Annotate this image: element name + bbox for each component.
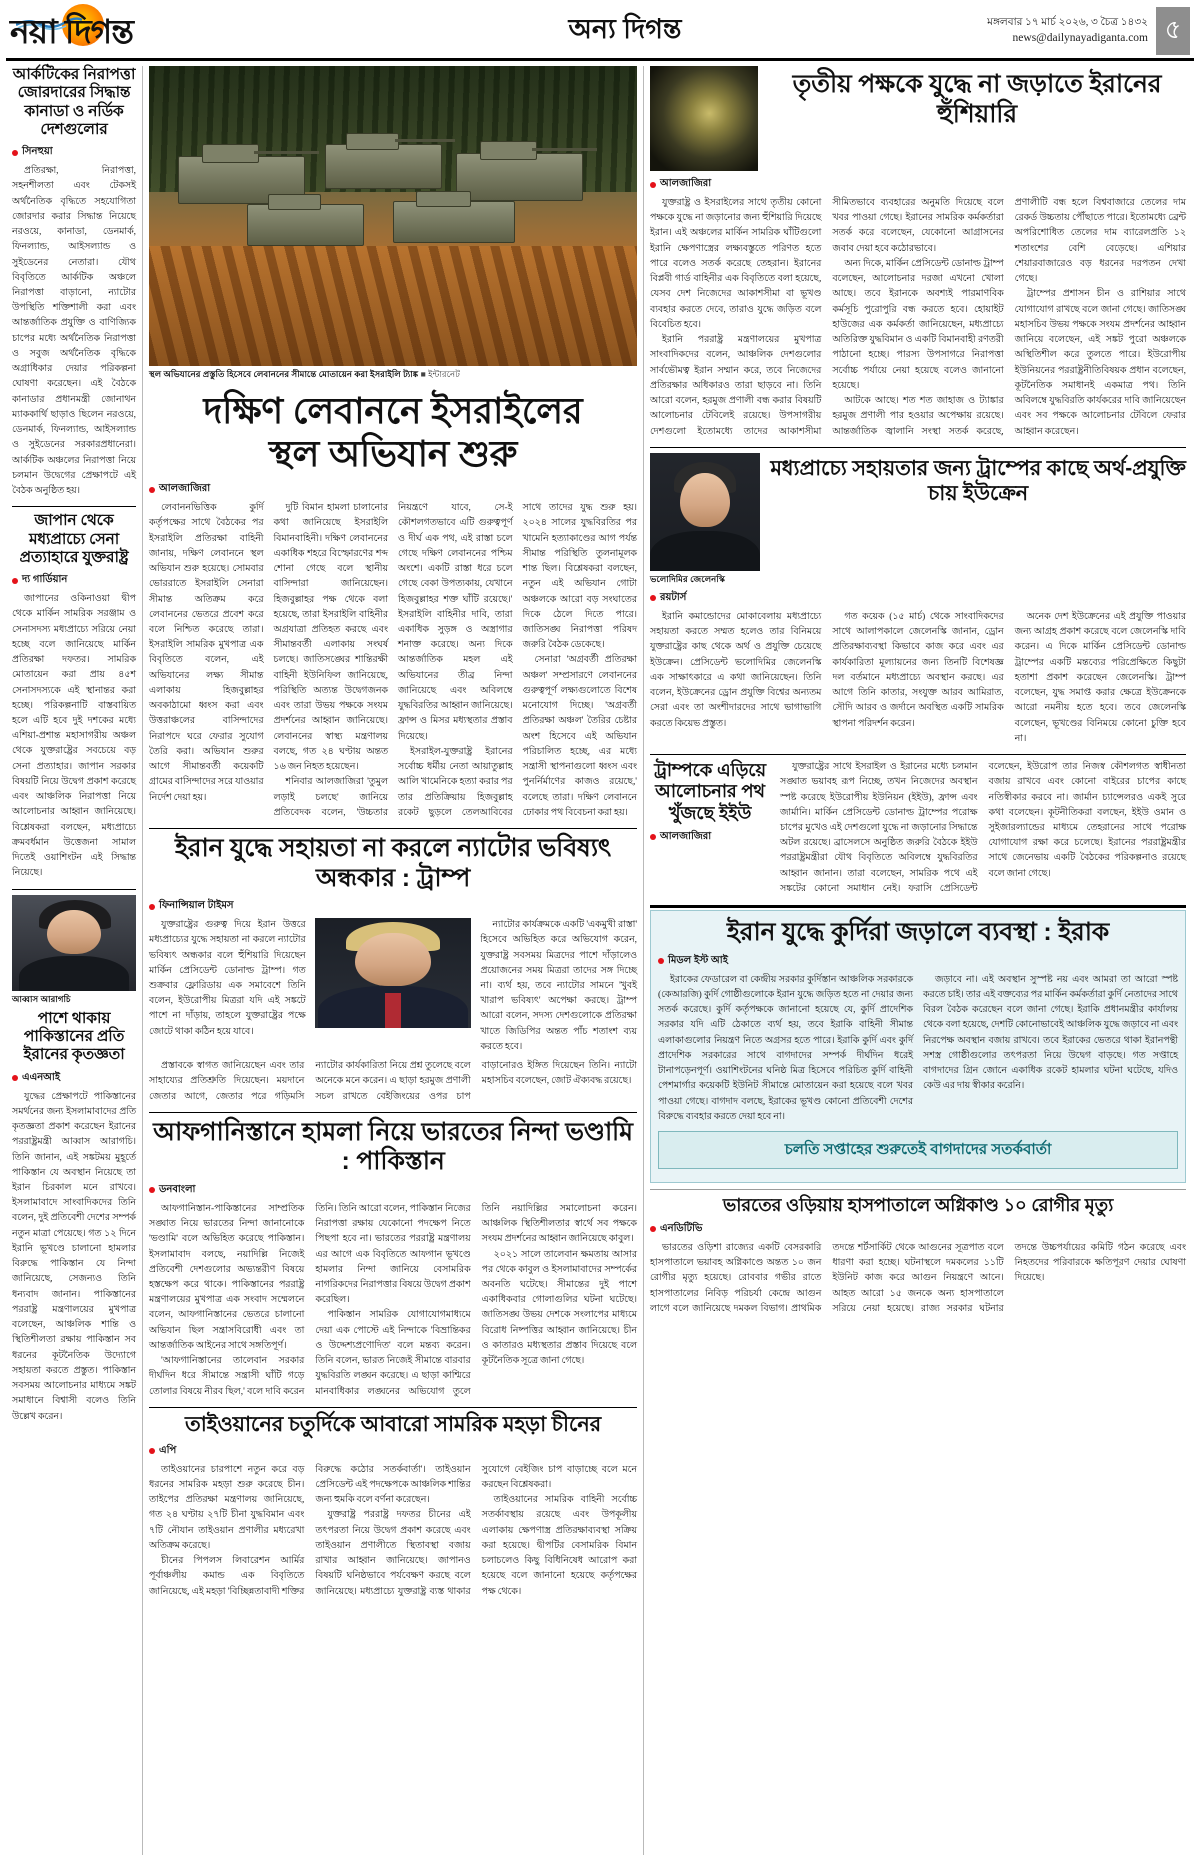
column-right [644, 66, 1192, 1855]
tank-shape [456, 153, 583, 201]
odisha-byline-text: এনডিটিভি [660, 1222, 703, 1234]
iraq-body-right [923, 973, 1178, 1095]
logo-text: নয়া দিগন্ত [10, 12, 134, 50]
ukraine-paragraph-1: ইরানি কমান্ডোদের মোকাবেলায় মধ্যপ্রাচ্যে সহায়তা করতে সম্মত হলেও তার বিনিময়ে যুক্তরাষ্ট্রের কাছ থেকে অর্থ ও প্রযুক্তি চেয়েছে ইউক্রেন। প্রেসিডেন্ট ভলোদিমির জেলেনস্কি এক সাক্ষাৎকারে এ কথা জানিয়েছেন। তিনি বলেন, ইউক্রেনের ড্রোন প্রযুক্তি বিশ্বের অন্যতম সেরা এবং তা অংশীদারদের সাথে ভাগাভাগি করতে কিয়েভ প্রস্তুত। [650, 611, 822, 729]
ukraine-body [650, 610, 1186, 747]
iran-warning-body [650, 196, 1186, 440]
face-shape [47, 910, 102, 954]
column-left [6, 66, 142, 1855]
masthead [0, 0, 1200, 56]
bullet-icon [12, 1075, 18, 1081]
lebanon-headline-line2: স্থল অভিযান শুরু [268, 432, 518, 474]
iran-warning-paragraph-5: ট্রাম্পের প্রশাসন চীন ও রাশিয়ার সাথে যোগাযোগ রাখছে বলে জানা গেছে। জাতিসঙ্ঘ মহাসচিব উভয় পক্ষকে সংযম প্রদর্শনের আহ্বান জানিয়ে বলেছেন, এই সঙ্কট পুরো অঞ্চলকে অস্থিতিশীল করে তুলতে পারে। ইউরোপীয় ইউনিয়নের পররাষ্ট্রনীতিবিষয়ক প্রধান বলেছেন, কূটনৈতিক সমাধানই একমাত্র পথ। তিনি অবিলম্বে যুদ্ধবিরতি কার্যকরের দাবি জানিয়েছেন এবং সব পক্ষকে আলোচনার টেবিলে ফেরার আহ্বান করেছেন। [1014, 289, 1186, 437]
trump-photo [315, 918, 472, 1028]
pakistan-paragraph-3: পাকিস্তান সামরিক যোগাযোগমাধ্যমে দেয়া এক পোস্টে এই নিন্দাকে 'বিভ্রান্তিকর ও উদ্দেশ্যপ্রণোদিত' বলে মন্তব্য করেন। তিনি বলেন, ভারত নিজেই সীমান্তে বারবার যুদ্ধবিরতি লঙ্ঘন করেছে। এ ছাড়া কাশ্মিরে মানবাধিকার লঙ্ঘনের অভিযোগ তুলে তিনি নয়াদিল্লির সমালোচনা করেন। আঞ্চলিক স্থিতিশীলতার স্বার্থে সব পক্ষকে সংযম প্রদর্শনের আহ্বান জানিয়েছে কাবুল। [315, 1203, 637, 1397]
column-center [143, 66, 643, 1855]
divider [149, 1407, 637, 1408]
iran-warning-paragraph-2: ইরানি পররাষ্ট্র মন্ত্রণালয়ের মুখপাত্র সাংবাদিকদের বলেন, আঞ্চলিক দেশগুলোর সার্বভৌমত্ব ইরান সম্মান করে, তবে নিজেদের প্রতিরক্ষার অধিকারও তারা ছাড়বে না। তিনি আরো বলেন, হরমুজ প্রণালী বন্ধ করার বিষয়টি আলোচনার টেবিলেই রয়েছে। উপসাগরীয় দেশগুলো ইতোমধ্যে তাদের আকাশসীমা সীমিতভাবে ব্যবহারের অনুমতি দিয়েছে বলে খবর পাওয়া গেছে। ইরানের সামরিক কর্মকর্তারা সতর্ক করে বলেছেন, যেকোনো আগ্রাসনের জবাব দেয়া হবে কঠোরভাবে। [650, 198, 1004, 437]
eu-body [780, 760, 1186, 897]
divider [650, 754, 1186, 755]
lebanon-caption-text: স্থল অভিযানের প্রস্তুতি হিসেবে লেবাননের সীমান্তে মোতায়েন করা ইসরাইলি ট্যাঙ্ক [149, 369, 419, 379]
iraq-pullquote-box [658, 1131, 1178, 1169]
tank-turret [416, 191, 471, 207]
araghchi-caption: আব্বাস আরাগচি [12, 993, 71, 1004]
lebanon-paragraph-3: শনিবার আলজাজিরা 'তুমুল লড়াই চলছে' জানিয়ে প্রতিবেদক বলেন, 'উচ্চতার নিয়ন্ত্রণে যাবে, সে-ই কৌশলগতভাবে এটি গুরুত্বপূর্ণ ও দীর্ঘ এক পথ, এই রাস্তা চলে গেছে দক্ষিণ লেবাননের পশ্চিম অংশে। একটি রাস্তা ধরে চলে গেছে বেকা উপত্যকায়, যেখানে হিজবুল্লাহর শক্ত ঘাঁটি রয়েছে।' ইসরাইলি বাহিনীর দাবি, তারা একাধিক সুড়ঙ্গ ও অস্ত্রাগার শনাক্ত করেছে। অন্য দিকে আন্তর্জাতিক মহল এই অভিযানের তীব্র নিন্দা জানিয়েছে এবং অবিলম্বে যুদ্ধবিরতির আহ্বান জানিয়েছে। ফ্রান্স ও মিসর মধ্যস্থতার প্রস্তাব দিয়েছে। [273, 503, 513, 818]
lebanon-caption [149, 366, 637, 380]
ukraine-headline: মধ্যপ্রাচ্যে সহায়তার জন্য ট্রাম্পের কাছে অর্থ-প্রযুক্তি চায় ইউক্রেন [770, 456, 1186, 505]
taiwan-byline-text: এপি [159, 1444, 177, 1456]
ukraine-byline [650, 590, 1186, 607]
ukraine-paragraph-3: অনেক দেশ ইউক্রেনের এই প্রযুক্তি পাওয়ার জন্য আগ্রহ প্রকাশ করেছে বলে জেলেনস্কি দাবি করেন। এ দিকে মার্কিন প্রেসিডেন্ট ডোনাল্ড ট্রাম্পের একটি মন্তব্যের পরিপ্রেক্ষিতে কিছুটা হতাশা প্রকাশ করেছেন জেলেনস্কি। ট্রাম্প বলেছেন, যুদ্ধ সমাপ্ত করার ক্ষেত্রে ইউক্রেনকে আরো নমনীয় হতে হবে। তবে জেলেনস্কি বলেছেন, ভূখণ্ডের বিনিময়ে কোনো চুক্তি হবে না। [1014, 611, 1186, 744]
tank-turret [346, 133, 399, 150]
taiwan-headline: তাইওয়ানের চতুর্দিকে আবারো সামরিক মহড়া চীনের [185, 1412, 601, 1436]
pakistan-paragraph-4: ২০২১ সালে তালেবান ক্ষমতায় আসার পর থেকে কাবুল ও ইসলামাবাদের সম্পর্কের অবনতি ঘটেছে। সীমান্তের দুই পাশে একাধিকবার গোলাগুলির ঘটনা ঘটেছে। জাতিসঙ্ঘ উভয় দেশকে সংলাপের মাধ্যমে বিরোধ নিষ্পত্তির আহ্বান জানিয়েছে। চীন ও কাতারও মধ্যস্থতার প্রস্তাব দিয়েছে বলে কূটনৈতিক সূত্রে জানা গেছে। [481, 1249, 637, 1367]
section-title-wrap [310, 9, 940, 54]
article-lebanon [149, 66, 637, 821]
iraq-body-left [658, 973, 913, 1125]
bullet-icon [658, 958, 664, 964]
bullet-icon [650, 834, 656, 840]
taiwan-paragraph-3: যুক্তরাষ্ট্র পররাষ্ট্র দফতর চীনের এই তৎপরতা নিয়ে উদ্বেগ প্রকাশ করেছে এবং তাইওয়ান প্রণালীতে স্থিতাবস্থা বজায় রাখার আহ্বান জানিয়েছে। জাপানও বিষয়টি ঘনিষ্ঠভাবে পর্যবেক্ষণ করছে বলে জানিয়েছে। মধ্যপ্রাচ্যে যুক্তরাষ্ট্র ব্যস্ত থাকার সুযোগে বেইজিং চাপ বাড়াচ্ছে বলে মনে করছেন বিশ্লেষকরা। [315, 1464, 637, 1597]
pakistan-byline-text: ডনবাংলা [159, 1183, 196, 1195]
araghchi-body [12, 1090, 136, 1425]
nato-body-left [149, 918, 306, 1040]
divider [12, 889, 136, 890]
bullet-icon [650, 182, 656, 188]
taiwan-paragraph-2: চীনের পিপলস লিবারেশন আর্মির পূর্বাঞ্চলীয় কমান্ড এক বিবৃতিতে জানিয়েছে, এই মহড়া 'বিচ্ছিন্নতাবাদী শক্তির বিরুদ্ধে কঠোর সতর্কবার্তা'। তাইওয়ান প্রেসিডেন্ট এই পদক্ষেপকে আঞ্চলিক শান্তির জন্য হুমকি বলে বর্ণনা করেছেন। [149, 1464, 471, 1597]
tank-shape [393, 201, 515, 243]
pakistan-byline [149, 1182, 637, 1199]
iraq-headline: ইরান যুদ্ধে কুর্দিরা জড়ালে ব্যবস্থা : ইরাক [726, 918, 1110, 947]
face-shape [680, 473, 731, 527]
article-arctic [12, 66, 136, 499]
nato-headline: ইরান যুদ্ধে সহায়তা না করলে ন্যাটোর ভবিষ্যৎ অন্ধকার : ট্রাম্প [174, 834, 612, 892]
divider-heavy [650, 905, 1186, 908]
bullet-icon [149, 487, 155, 493]
iraq-paragraph-1: ইরাকের ফেডারেল বা কেন্দ্রীয় সরকার কুর্দিস্তান আঞ্চলিক সরকারকে (কেআরজি) কুর্দি গোষ্ঠীগুলোকে ইরান যুদ্ধে জড়িত হতে না দেয়ার জন্য সতর্ক করেছে। কুর্দি কর্তৃপক্ষকে জানানো হয়েছে যে, কুর্দি প্রাদেশিক সরকার যদি এটি ঠেকাতে ব্যর্থ হয়, তবে ইরাকি বাহিনী সীমান্ত এলাকাগুলোর নিয়ন্ত্রণ নিতে অগ্রসর হতে পারে। ইরাকি কুর্দি এবং কুর্দি প্রাদেশিক সরকারের সাথে বাগদাদের সম্পর্ক দীর্ঘদিন ধরেই টানাপড়েনপূর্ণ। ওয়াশিংটনের ঘনিষ্ঠ মিত্র হিসেবে পরিচিত কুর্দি বাহিনী পেশমার্গার কয়েকটি ইউনিট সীমান্তে মোতায়েন করা হয়েছে বলে খবর পাওয়া গেছে। বাগদাদ বলছে, ইরাকের ভূখণ্ড কোনো প্রতিবেশী দেশের বিরুদ্ধে ব্যবহার করতে দেয়া হবে না। [658, 974, 913, 1122]
iran-warning-paragraph-3: অন্য দিকে, মার্কিন প্রেসিডেন্ট ডোনাল্ড ট্রাম্প বলেছেন, আলোচনার দরজা এখনো খোলা আছে। তবে ইরানকে অবশ্যই পারমাণবিক কর্মসূচি পুরোপুরি বন্ধ করতে হবে। হোয়াইট হাউজের এক কর্মকর্তা জানিয়েছেন, মধ্যপ্রাচ্যে অতিরিক্ত যুদ্ধবিমান ও একটি বিমানবাহী রণতরী পাঠানো হচ্ছে। পারস্য উপসাগরে নিরাপত্তা সর্বোচ্চ পর্যায়ে নেয়া হয়েছে বলেও জানানো হয়েছে। [832, 258, 1004, 391]
article-pakistan [149, 1118, 637, 1400]
tank-shape [247, 204, 364, 246]
article-iran-warning [650, 66, 1186, 440]
divider [149, 828, 637, 829]
arctic-byline-text: সিনহুয়া [22, 146, 53, 158]
article-ukraine [650, 453, 1186, 747]
eu-paragraph-1: যুক্তরাষ্ট্রের সাথে ইসরাইল ও ইরানের মধ্যে চলমান সঙ্ঘাত ভয়াবহ রূপ নিচ্ছে, তখন নিজেদের অবস্থান স্পষ্ট করেছে ইউরোপীয় ইউনিয়ন (ইইউ), ফ্রান্স এবং জার্মানি। মার্কিন প্রেসিডেন্ট ডোনাল্ড ট্রাম্পের পরোক্ষ চাপের মুখেও এই দেশগুলো যুদ্ধে না জড়ানোর সিদ্ধান্তে অটল রয়েছে। ব্রাসেলসে অনুষ্ঠিত জরুরি বৈঠকে ইইউ পররাষ্ট্রমন্ত্রীরা যৌথ বিবৃতিতে অবিলম্বে যুদ্ধবিরতির আহ্বান জানান। তারা বলেছেন, সামরিক পথে এই সঙ্কটের কোনো সমাধান নেই। ফরাসি প্রেসিডেন্ট বলেছেন, ইউরোপ তার নিজস্ব কৌশলগত স্বাধীনতা বজায় রাখবে এবং কোনো বাইরের চাপের কাছে নতিস্বীকার করবে না। জার্মান চ্যান্সেলরও একই সুরে কথা বলেছেন। কূটনীতিকরা বলছেন, ইইউ ওমান ও সুইজারল্যান্ডের মাধ্যমে তেহরানের সাথে পরোক্ষ যোগাযোগ রক্ষা করে চলেছে। ইরানের পররাষ্ট্রমন্ত্রীর সাথে জেনেভায় একটি বৈঠকের পরিকল্পনাও রয়েছে বলে জানা গেছে। [780, 762, 1186, 894]
tank-barrel [395, 139, 455, 142]
tank-barrel [254, 151, 319, 154]
tank-turret [480, 141, 537, 159]
article-eu [650, 760, 1186, 897]
japan-byline-text: দ্য গার্ডিয়ান [22, 574, 68, 586]
lebanon-paragraph-1: লেবাননভিত্তিক কুর্দি কর্তৃপক্ষের সাথে বৈঠকের পর ইসরাইলি প্রতিরক্ষা বাহিনী জানায়, দক্ষিণ লেবাননে স্থল অভিযান শুরু হয়েছে। সোমবার ভোররাতে ইসরাইলি সেনারা সীমান্ত অতিক্রম করে লেবাননের ভেতরে প্রবেশ করে বলে নিশ্চিত করেছে তারা। ইসরাইলি সামরিক মুখপাত্র এক বিবৃতিতে বলেন, এই অভিযানের লক্ষ্য সীমান্ত এলাকায় হিজবুল্লাহর অবকাঠামো ধ্বংস করা এবং উত্তরাঞ্চলের বাসিন্দাদের নিরাপদে ঘরে ফেরার সুযোগ তৈরি করা। অভিযান শুরুর আগে সীমান্তবর্তী কয়েকটি গ্রামের বাসিন্দাদের সরে যাওয়ার নির্দেশ দেয়া হয়। [149, 503, 264, 803]
tank-turret [268, 194, 321, 210]
araghchi-byline [12, 1070, 136, 1087]
content-grid [0, 61, 1200, 1861]
nato-byline [149, 898, 637, 915]
lebanon-caption-source: ইন্টারনেট [428, 369, 460, 379]
eu-byline [650, 829, 770, 846]
nato-paragraph-3: প্রস্তাবকে স্বাগত জানিয়েছেন এবং তার সাহায্যের প্রতিশ্রুতি দিয়েছেন। ময়দানে জেতার আগে, জেতার পরে গড়িমসি ন্যাটোর কার্যকারিতা নিয়ে প্রশ্ন তুলেছে বলে অনেকে মনে করেন। এ ছাড়া হরমুজ প্রণালী সচল রাখতে বেইজিংয়ের ওপর চাপ বাড়ানোরও ইঙ্গিত দিয়েছেন তিনি। ন্যাটো মহাসচিব বলেছেন, জোট ঐক্যবদ্ধ রয়েছে। [149, 1061, 637, 1102]
iran-warning-byline-text: আলজাজিরা [660, 178, 712, 189]
nato-paragraph-1: যুক্তরাষ্ট্রের গুরুত্ব দিয়ে ইরান উত্তরে মধ্যপ্রাচ্যের যুদ্ধে সহায়তা না করলে ন্যাটোর ভবিষ্যৎ অন্ধকার বলে হুঁশিয়ারি দিয়েছেন মার্কিন প্রেসিডেন্ট ডোনাল্ড ট্রাম্প। গত শুক্রবার ফ্লোরিডায় এক সমাবেশে তিনি বলেন, ইউরোপীয় মিত্ররা যদি এই সঙ্কটে পাশে না দাঁড়ায়, তাহলে যুক্তরাষ্ট্রের পক্ষে জোটে থাকা কঠিন হয়ে যাবে। [149, 920, 306, 1037]
iran-warning-paragraph-1: যুক্তরাষ্ট্র ও ইসরাইলের সাথে তৃতীয় কোনো পক্ষকে যুদ্ধে না জড়ানোর জন্য হুঁশিয়ারি দিয়েছে ইরান। এই অঞ্চলের মার্কিন সামরিক ঘাঁটিগুলো ইরানি ক্ষেপণাস্ত্রের লক্ষ্যবস্তুতে পরিণত হতে পারে বলেও সতর্ক করেছে তেহরান। ইরানের বিপ্লবী গার্ড বাহিনীর এক বিবৃতিতে বলা হয়েছে, যেসব দেশ নিজেদের আকাশসীমা বা ভূখণ্ড ব্যবহার করতে দেবে, তারাও যুদ্ধে জড়িত বলে বিবেচিত হবে। [650, 198, 822, 330]
contact-email[interactable]: news@dailynayadiganta.com [1012, 32, 1148, 45]
lebanon-paragraph-5: সেনারা 'অগ্রবর্তী প্রতিরক্ষা অঞ্চল' সম্প্রসারণে লেবাননের গুরুত্বপূর্ণ লক্ষ্যগুলোতে বিশেষ মনোযোগ দিচ্ছে। 'অগ্রবর্তী প্রতিরক্ষা অঞ্চল' তৈরির চেষ্টার অংশ হিসেবে এই অভিযান পরিচালিত হচ্ছে, এর মধ্যে সন্ত্রাসী স্থাপনাগুলো ধ্বংস এবং পুনর্নির্মাণের কাজও রয়েছে,' বলেছে তারা। দক্ষিণ লেবাননে ঢোকার পথ বিবেচনা করা হয়। [522, 655, 637, 818]
iran-explosion-photo [650, 66, 758, 171]
pakistan-paragraph-1: আফগানিস্তান-পাকিস্তানের সাম্প্রতিক সঙ্ঘাত নিয়ে ভারতের নিন্দা জানানোকে 'ভণ্ডামি' বলে অভিহিত করেছে পাকিস্তান। ইসলামাবাদ বলছে, নয়াদিল্লি নিজেই প্রতিবেশী দেশগুলোর অভ্যন্তরীণ বিষয়ে হস্তক্ষেপ করে থাকে। পাকিস্তানের পররাষ্ট্র মন্ত্রণালয়ের মুখপাত্র এক সংবাদ সম্মেলনে বলেন, আফগানিস্তানের ভেতরে চালানো অভিযান ছিল সন্ত্রাসবিরোধী এবং তা আন্তর্জাতিক আইনের সাথে সঙ্গতিপূর্ণ। [149, 1203, 305, 1351]
masthead-meta [940, 7, 1190, 55]
odisha-headline: ভারতের ওড়িয়ায় হাসপাতালে অগ্নিকাণ্ড ১০ রোগীর মৃত্যু [722, 1194, 1114, 1215]
bullet-icon [12, 578, 18, 584]
divider [149, 1112, 637, 1113]
araghchi-photo [12, 895, 136, 991]
arctic-body [12, 164, 136, 499]
iran-warning-paragraph-4: আটকে আছে। শত শত জাহাজ ও ট্যাঙ্কার হরমুজ প্রণালী পার হওয়ার অপেক্ষায় রয়েছে। আন্তর্জাতিক জ্বালানি সংস্থা সতর্ক করেছে, প্রণালীটি বন্ধ হলে বিশ্ববাজারে তেলের দাম রেকর্ড উচ্চতায় পৌঁছাতে পারে। ইতোমধ্যে ব্রেন্ট অপরিশোধিত তেলের দাম ব্যারেলপ্রতি ১২ শতাংশের বেশি বেড়েছে। এশিয়ার শেয়ারবাজারেও বড় ধরনের দরপতন দেখা গেছে। [832, 198, 1186, 437]
nato-paragraph-2: ন্যাটোর কার্যক্রমকে একটি 'একমুখী রাস্তা' হিসেবে অভিহিত করে অভিযোগ করেন, যুক্তরাষ্ট্র সবসময় মিত্রদের পাশে দাঁড়ালেও প্রয়োজনের সময় মিত্ররা তাদের সঙ্গ দিচ্ছে না। ব্যর্থ হয়, তবে ন্যাটোর সামনে 'খুবই খারাপ ভবিষ্যৎ' অপেক্ষা করছে। ট্রাম্প আরো বলেন, সদস্য দেশগুলোকে প্রতিরক্ষা খাতে জিডিপির অন্তত পাঁচ শতাংশ ব্যয় করতে হবে। [480, 920, 638, 1052]
article-nato [149, 834, 637, 1105]
taiwan-body [149, 1463, 637, 1600]
issue-date: মঙ্গলবার ১৭ মার্চ ২০২৬, ৩ চৈত্র ১৪৩২ [987, 17, 1148, 29]
caption-source-marker: ■ [420, 369, 429, 379]
nato-body-bottom [149, 1059, 637, 1105]
bullet-icon [650, 1226, 656, 1232]
lebanon-byline [149, 481, 637, 498]
iraq-byline [658, 953, 1178, 970]
article-taiwan [149, 1413, 637, 1600]
nato-byline-text: ফিনান্সিয়াল টাইমস [159, 900, 234, 912]
taiwan-byline [149, 1443, 637, 1460]
lebanon-paragraph-2: দুটি বিমান হামলা চালানোর কথা জানিয়েছে ইসরাইলি বিমানবাহিনী। দক্ষিণ লেবাননের একাধিক শহরে বিস্ফোরণের শব্দ শোনা গেছে বলে স্থানীয় বাসিন্দারা জানিয়েছেন। হিজবুল্লাহর পক্ষ থেকে বলা হয়েছে, তারা ইসরাইলি বাহিনীর অগ্রযাত্রা প্রতিহত করছে এবং সীমান্তবর্তী এলাকায় সংঘর্ষ চলছে। জাতিসঙ্ঘের শান্তিরক্ষী বাহিনী ইউনিফিল জানিয়েছে, পরিস্থিতি অত্যন্ত উদ্বেগজনক এবং তারা উভয় পক্ষকে সংযম প্রদর্শনের আহ্বান জানিয়েছে। লেবাননের স্বাস্থ্য মন্ত্রণালয় বলছে, গত ২৪ ঘণ্টায় অন্তত ১৬ জন নিহত হয়েছেন। [273, 503, 388, 773]
page-number-badge: ৫ [1156, 7, 1190, 55]
bullet-icon [149, 1448, 155, 1454]
suit-shape [650, 531, 760, 571]
pakistan-headline: আফগানিস্তানে হামলা নিয়ে ভারতের নিন্দা ভণ্ডামি : পাকিস্তান [153, 1117, 633, 1176]
odisha-body [650, 1241, 1186, 1317]
article-iraq [650, 910, 1186, 1183]
divider [650, 447, 1186, 448]
iran-warning-headline: তৃতীয় পক্ষকে যুদ্ধে না জড়াতে ইরানের হুঁশিয়ারি [792, 70, 1162, 128]
lebanon-body [149, 501, 637, 821]
lebanon-tank-photo [149, 66, 637, 366]
bullet-icon [12, 150, 18, 156]
araghchi-paragraph: যুদ্ধের প্রেক্ষাপটে পাকিস্তানের সমর্থনের জন্য ইসলামাবাদের প্রতি কৃতজ্ঞতা প্রকাশ করেছেন ইরানের পররাষ্ট্রমন্ত্রী আব্বাস আরাগচি। তিনি জানান, এই সঙ্কটময় মুহূর্তে পাকিস্তান যে অবস্থান নিয়েছে তা ইরান চিরকাল মনে রাখবে। ইসলামাবাদে সাংবাদিকদের তিনি বলেন, দুই প্রতিবেশী দেশের সম্পর্ক নতুন মাত্রা পেয়েছে। গত ১২ দিনে ইরানি ভূখণ্ডে চালানো হামলার বিরুদ্ধে পাকিস্তান যে নিন্দা জানিয়েছে, সেজন্যও তিনি ধন্যবাদ জানান। পাকিস্তানের পররাষ্ট্র মন্ত্রণালয়ের মুখপাত্র বলেছেন, আঞ্চলিক শান্তি ও স্থিতিশীলতা রক্ষায় পাকিস্তান সব ধরনের কূটনৈতিক উদ্যোগে সহায়তা করতে প্রস্তুত। পাকিস্তান সবসময় আলোচনার মাধ্যমে সঙ্কট সমাধানে বিশ্বাসী বলেও তিনি উল্লেখ করেন। [12, 1091, 136, 1422]
tank-shape [325, 144, 442, 189]
japan-headline: জাপান থেকে মধ্যপ্রাচ্যে সেনা প্রত্যাহারে যুক্তরাষ্ট্র [19, 512, 129, 566]
iran-warning-byline [650, 176, 1186, 193]
article-japan [12, 512, 136, 881]
japan-paragraph: জাপানের ওকিনাওয়া দ্বীপ থেকে মার্কিন সামরিক সরঞ্জাম ও সেনাসদস্য মধ্যপ্রাচ্যে সরিয়ে নেয়া হচ্ছে বলে জানিয়েছে মার্কিন প্রতিরক্ষা দফতর। সামরিক মোতায়েন করা প্রায় ৪৫শ সেনাসদস্যকে এই স্থানান্তর করা হচ্ছে। পরিকল্পনাটি বাস্তবায়িত হলে এটি হবে দুই দশকের মধ্যে এশিয়া-প্রশান্ত মহাসাগরীয় অঞ্চল থেকে যুক্তরাষ্ট্রের সবচেয়ে বড় সেনা প্রত্যাহার। জাপান সরকার বিষয়টি নিয়ে উদ্বেগ প্রকাশ করেছে এবং আঞ্চলিক নিরাপত্তা নিয়ে আলোচনার আহ্বান জানিয়েছে। বিশ্লেষকরা বলছেন, মধ্যপ্রাচ্যে ক্রমবর্ধমান উত্তেজনা সামাল দিতেই ওয়াশিংটন এই সিদ্ধান্ত নিয়েছে। [12, 594, 136, 879]
necktie-shape [385, 993, 401, 1028]
divider [12, 506, 136, 507]
divider [650, 1189, 1186, 1190]
taiwan-paragraph-4: তাইওয়ানের সামরিক বাহিনী সর্বোচ্চ সতর্কাবস্থায় রয়েছে এবং উপকূলীয় এলাকায় ক্ষেপণাস্ত্র প্রতিরক্ষাব্যবস্থা সক্রিয় করা হয়েছে। দ্বীপটির বেসামরিক বিমান চলাচলেও কিছু বিধিনিষেধ আরোপ করা হয়েছে বলে জানানো হয়েছে কর্তৃপক্ষের পক্ষ থেকে। [481, 1495, 637, 1597]
suit-shape [19, 956, 128, 991]
article-odisha [650, 1195, 1186, 1317]
iraq-paragraph-2: জড়াবে না। এই অবস্থান সুস্পষ্ট নয় এবং আমরা তা আরো স্পষ্ট করতে চাই। তার এই বক্তব্যের পর মার্কিন কর্মকর্তারা কুর্দি নেতাদের সাথে বিরল বৈঠক করেছেন বলে জানা গেছে। ইরাকি প্রধানমন্ত্রীর কার্যালয় থেকে বলা হয়েছে, দেশটি কোনোভাবেই আঞ্চলিক যুদ্ধে জড়াবে না এবং নিরপেক্ষ অবস্থান বজায় রাখবে। তবে ইরাকের ভেতরে থাকা ইরানপন্থী সশস্ত্র গোষ্ঠীগুলোর তৎপরতা নিয়ে উদ্বেগ বাড়ছে। গত সপ্তাহে বাগদাদের গ্রিন জোনে একাধিক রকেট হামলার ঘটনা ঘটেছে, যদিও কেউ এর দায় স্বীকার করেনি। [923, 974, 1178, 1092]
pakistan-body [149, 1202, 637, 1400]
face-shape [355, 933, 430, 986]
iraq-byline-text: মিডল ইস্ট আই [668, 954, 728, 966]
odisha-byline [650, 1221, 1186, 1238]
tank-turret [202, 144, 259, 162]
tank-barrel [532, 148, 597, 151]
japan-byline [12, 572, 136, 589]
arctic-paragraph: প্রতিরক্ষা, নিরাপত্তা, সহনশীলতা এবং টেকসই অর্থনৈতিক বৃদ্ধিতে সহযোগিতা জোরদার করার সিদ্ধান্ত নিয়েছে নরওয়ে, কানাডা, ডেনমার্ক, ফিনল্যান্ড, আইসল্যান্ড ও সুইডেনের নেতারা। যৌথ বিবৃতিতে আর্কটিক অঞ্চলে নিরাপত্তা বাড়ানো, ন্যাটোর উপস্থিতি শক্তিশালী করা এবং আন্তর্জাতিক প্রযুক্তি ও বাণিজ্যিক চাপের মধ্যে অর্থনৈতিক নিরাপত্তা ও সবুজ অর্থনৈতিক বৃদ্ধিকে অগ্রাধিকার দেয়ার পরিকল্পনা ঘোষণা করেছেন। এই বৈঠকে কানাডার প্রধানমন্ত্রী জোনাথন ম্যাককার্থি ছাড়াও ছিলেন নরওয়ে, ডেনমার্ক, ফিনল্যান্ড, আইসল্যান্ড ও সুইডেনের সরকারপ্রধানেরা। আর্কটিক অঞ্চলের নিরাপত্তা নিয়ে চলমান উদ্বেগের প্রেক্ষাপটে এই বৈঠক অনুষ্ঠিত হয়। [12, 166, 136, 497]
bullet-icon [149, 904, 155, 910]
arctic-headline: আর্কটিকের নিরাপত্তা জোরদারের সিদ্ধান্ত কানাডা ও নর্ডিক দেশগুলোর [12, 66, 136, 138]
odisha-paragraph: ভারতের ওড়িশা রাজ্যের একটি বেসরকারি হাসপাতালে ভয়াবহ অগ্নিকাণ্ডে অন্তত ১০ জন রোগীর মৃত্যু হয়েছে। রোববার গভীর রাতে হাসপাতালের নিবিড় পরিচর্যা কেন্দ্রে আগুন লাগে বলে জানিয়েছে দমকল বিভাগ। প্রাথমিক তদন্তে শর্টসার্কিট থেকে আগুনের সূত্রপাত বলে ধারণা করা হচ্ছে। ঘটনাস্থলে দমকলের ১১টি ইউনিট কাজ করে আগুন নিয়ন্ত্রণে আনে। আহত আরো ১৫ জনকে অন্য হাসপাতালে সরিয়ে নেয়া হয়েছে। রাজ্য সরকার ঘটনার তদন্তে উচ্চপর্যায়ের কমিটি গঠন করেছে এবং নিহতদের পরিবারকে ক্ষতিপূরণ দেয়ার ঘোষণা দিয়েছে। [650, 1242, 1186, 1314]
ukraine-byline-text: রয়টার্স [660, 591, 687, 603]
arctic-byline [12, 144, 136, 161]
ukraine-paragraph-2: গত কয়েক (১৫ মার্চ) থেকে সাংবাদিকদের সাথে আলাপকালে জেলেনস্কি জানান, ড্রোন প্রতিরক্ষাব্যবস্থা কিভাবে কাজ করে এবং এর কার্যকারিতা মূল্যায়নের জন্য তিনটি বিশেষজ্ঞ দল বর্তমানে মধ্যপ্রাচ্যে অবস্থান করছে। এর আগে তিনি কাতার, সংযুক্ত আরব আমিরাত, সৌদি আরব ও জর্দানে অবস্থিত একটি সামরিক স্থাপনা পরিদর্শন করেন। [832, 611, 1004, 729]
bullet-icon [149, 1187, 155, 1193]
taiwan-paragraph-1: তাইওয়ানের চারপাশে নতুন করে বড় ধরনের সামরিক মহড়া শুরু করেছে চীন। তাইপের প্রতিরক্ষা মন্ত্রণালয় জানিয়েছে, গত ২৪ ঘণ্টায় ২৭টি চীনা যুদ্ধবিমান এবং ৭টি নৌযান তাইওয়ান প্রণালীর মধ্যরেখা অতিক্রম করেছে। [149, 1464, 305, 1551]
eu-byline-text: আলজাজিরা [660, 830, 712, 842]
araghchi-byline-text: এএনআই [22, 1071, 61, 1083]
bullet-icon [650, 595, 656, 601]
zelensky-caption: ভলোদিমির জেলেনস্কি [650, 573, 725, 584]
pakistan-paragraph-2: 'আফগানিস্তানের তালেবান সরকার দীর্ঘদিন ধরে সীমান্তে সন্ত্রাসী ঘাঁটি গড়ে তোলার বিষয়ে নীরব ছিল,' বলে দাবি করেন তিনি। তিনি আরো বলেন, পাকিস্তান নিজের নিরাপত্তা রক্ষায় যেকোনো পদক্ষেপ নিতে পিছপা হবে না। ভারতের পররাষ্ট্র মন্ত্রণালয় এর আগে এক বিবৃতিতে আফগান ভূখণ্ডে হামলার নিন্দা জানিয়ে বেসামরিক নাগরিকদের নিরাপত্তার বিষয়ে উদ্বেগ প্রকাশ করেছিল। [149, 1203, 471, 1397]
zelensky-photo [650, 453, 760, 571]
section-title: অন্য দিগন্ত [568, 13, 682, 44]
eu-headline: ট্রাম্পকে এড়িয়ে আলোচনার পথ খুঁজছে ইইউ [654, 760, 766, 823]
newspaper-logo[interactable] [10, 12, 310, 50]
article-araghchi [12, 895, 136, 1425]
japan-body [12, 592, 136, 881]
lebanon-paragraph-4: ইসরাইল-যুক্তরাষ্ট্র ইরানের সর্বোচ্চ ধর্মীয় নেতা আয়াতুল্লাহ আলি খামেনিকে হত্যা করার পর তার প্রতিক্রিয়ায় হিজবুল্লাহ রকেট ছুড়লে তেলআবিবের সাথে তাদের যুদ্ধ শুরু হয়। ২০২৪ সালের যুদ্ধবিরতির পর খামেনি হত্যাকাণ্ডের আগ পর্যন্ত সীমান্ত পরিস্থিতি তুলনামূলক শান্ত ছিল। বিশ্লেষকরা বলছেন, নতুন এই অভিযান গোটা অঞ্চলকে আরো বড় সংঘাতের দিকে ঠেলে দিতে পারে। জাতিসঙ্ঘ নিরাপত্তা পরিষদ জরুরি বৈঠক ডেকেছে। [398, 503, 637, 818]
lebanon-byline-text: আলজাজিরা [159, 483, 211, 495]
araghchi-headline: পাশে থাকায় পাকিস্তানের প্রতি ইরানের কৃতজ্ঞতা [23, 1009, 125, 1064]
lebanon-headline-line1: দক্ষিণ লেবাননে ইসরাইলের [203, 390, 583, 432]
nato-body-right [480, 918, 637, 1055]
iraq-pullquote: চলতি সপ্তাহের শুরুতেই বাগদাদের সতর্কবার্তা [784, 1140, 1052, 1158]
